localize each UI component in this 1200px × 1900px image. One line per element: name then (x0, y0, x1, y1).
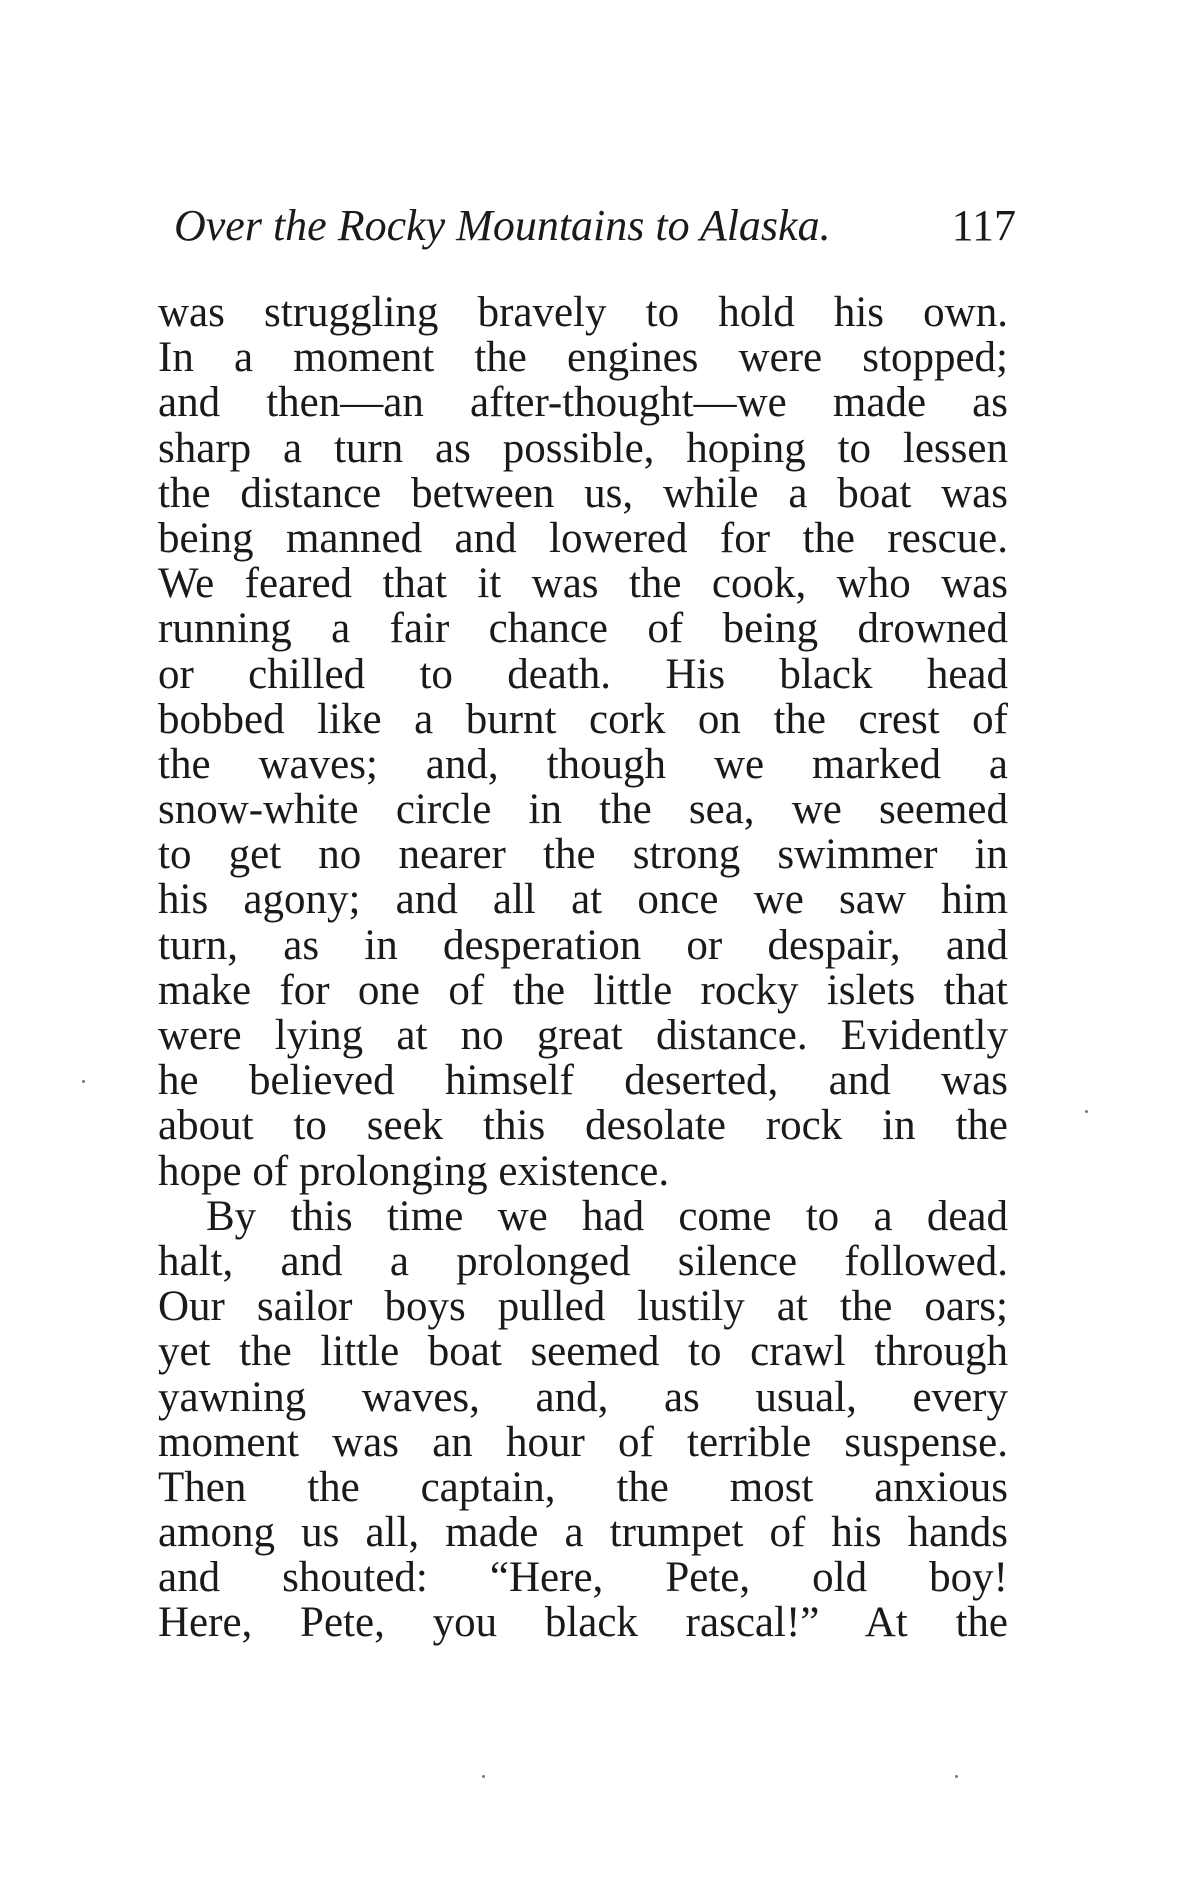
text-line: or chilled to death. His black head (158, 650, 1008, 698)
text-line: We feared that it was the cook, who was (158, 560, 1008, 608)
running-head-title: Over the Rocky Mountains to Alaska. (174, 201, 831, 250)
text-line: was struggling bravely to hold his own. (158, 289, 1008, 336)
text-line: snow-white circle in the sea, we seemed (158, 786, 1008, 834)
text-line: Here, Pete, you black rascal!” At the (158, 1599, 1008, 1647)
running-head (174, 196, 1016, 256)
scan-speck (82, 1080, 85, 1083)
paragraph-start-line: By this time we had come to a dead (206, 1192, 1008, 1240)
body-text (158, 290, 1008, 1646)
text-line: and shouted: “Here, Pete, old boy! (158, 1554, 1008, 1602)
text-line: turn, as in desperation or despair, and (158, 921, 1008, 969)
scan-speck (1085, 1110, 1088, 1113)
text-line: to get no nearer the strong swimmer in (158, 831, 1008, 879)
text-line: running a fair chance of being drowned (158, 605, 1008, 653)
text-line: were lying at no great distance. Evidently (158, 1012, 1008, 1059)
paragraph-end-line: hope of prolonging existence. (158, 1147, 670, 1195)
text-line: yet the little boat seemed to crawl through (158, 1328, 1008, 1376)
text-line: make for one of the little rocky islets that (158, 966, 1008, 1014)
text-line: In a moment the engines were stopped; (158, 334, 1008, 382)
scan-speck (955, 1775, 958, 1778)
text-line: the waves; and, though we marked a (158, 740, 1008, 788)
text-line: he believed himself deserted, and was (158, 1057, 1008, 1105)
text-line: and then—an after-thought—we made as (158, 379, 1008, 427)
text-line: moment was an hour of terrible suspense. (158, 1418, 1008, 1466)
text-line: halt, and a prolonged silence followed. (158, 1237, 1008, 1285)
text-line: the distance between us, while a boat was (158, 469, 1008, 517)
text-line: about to seek this desolate rock in the (158, 1102, 1008, 1150)
scan-speck (482, 1775, 485, 1778)
text-line: Then the captain, the most anxious (158, 1463, 1008, 1511)
text-line: among us all, made a trumpet of his hands (158, 1509, 1008, 1557)
page-number: 117 (951, 201, 1016, 250)
text-line: his agony; and all at once we saw him (158, 876, 1008, 924)
text-line: yawning waves, and, as usual, every (158, 1373, 1008, 1421)
text-line: sharp a turn as possible, hoping to lessen (158, 424, 1008, 472)
text-line: bobbed like a burnt cork on the crest of (158, 695, 1008, 743)
text-line: being manned and lowered for the rescue. (158, 514, 1008, 562)
text-line: Our sailor boys pulled lustily at the oars; (158, 1283, 1008, 1331)
